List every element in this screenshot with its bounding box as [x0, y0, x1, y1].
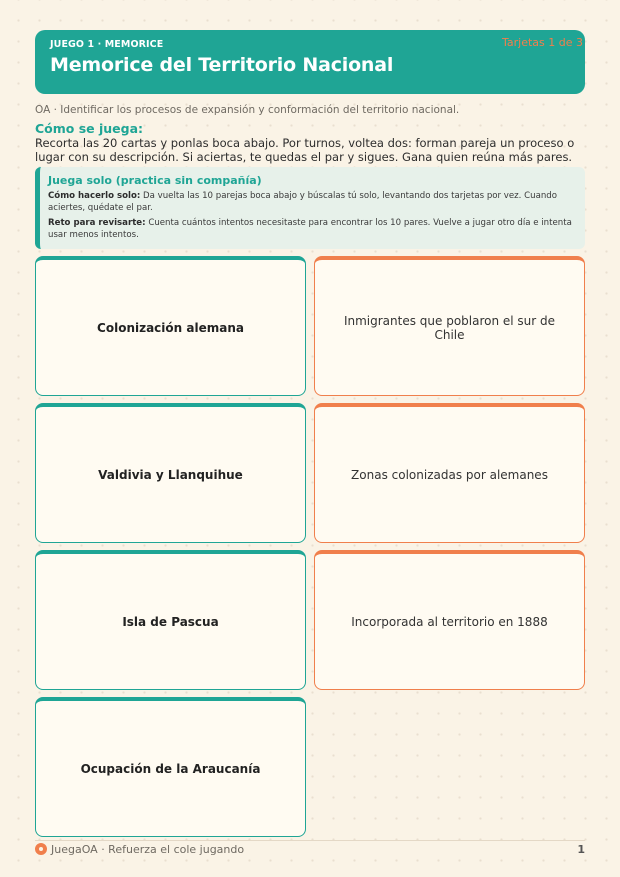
page-number: 1	[577, 843, 585, 856]
page-title: Memorice del Territorio Nacional	[50, 54, 394, 76]
memory-card-description[interactable]: Inmigrantes que poblaron el sur de Chile	[314, 256, 585, 396]
solo-title: Juega solo (practica sin compañía)	[48, 174, 262, 187]
memory-card-description[interactable]: Zonas colonizadas por alemanes	[314, 403, 585, 543]
learning-objective: OA · Identificar los procesos de expansión y conformación del territorio nacional.	[35, 104, 460, 116]
how-to-play-title: Cómo se juega:	[35, 121, 144, 136]
footer-brand: JuegaOA · Refuerza el cole jugando	[51, 843, 245, 856]
memory-card-term[interactable]: Isla de Pascua	[35, 550, 306, 690]
solo-how	[48, 190, 575, 214]
memory-card-description[interactable]: Incorporada al territorio en 1888	[314, 550, 585, 690]
footer-divider	[35, 840, 585, 841]
solo-challenge	[48, 217, 575, 241]
solo-how-text: Da vuelta las 10 parejas boca abajo y búscalas tú solo, levantando dos tarjetas por vez. Cuando aciertes, quédate el par.	[48, 191, 558, 213]
memory-card-term[interactable]: Valdivia y Llanquihue	[35, 403, 306, 543]
solo-how-label: Cómo hacerlo solo:	[48, 191, 141, 201]
solo-challenge-label: Reto para revisarte:	[48, 218, 146, 228]
page-tag: Tarjetas 1 de 3	[501, 36, 583, 49]
how-to-play-text: Recorta las 20 cartas y ponlas boca abajo. Por turnos, voltea dos: forman pareja un proceso o lugar con su descripción. Si aciertas, te quedas el par y sigues. Gana quien reúna más pares.	[35, 136, 575, 164]
header-banner	[35, 30, 585, 94]
memory-card-term[interactable]: Colonización alemana	[35, 256, 306, 396]
solo-challenge-text: Cuenta cuántos intentos necesitaste para encontrar los 10 pares. Vuelve a jugar otro día e intenta usar menos intentos.	[48, 218, 572, 240]
game-kicker: JUEGO 1 · MEMORICE	[50, 39, 164, 50]
memory-card-term[interactable]: Ocupación de la Araucanía	[35, 697, 306, 837]
solo-play-box	[35, 167, 585, 249]
brand-logo-icon	[35, 843, 47, 855]
